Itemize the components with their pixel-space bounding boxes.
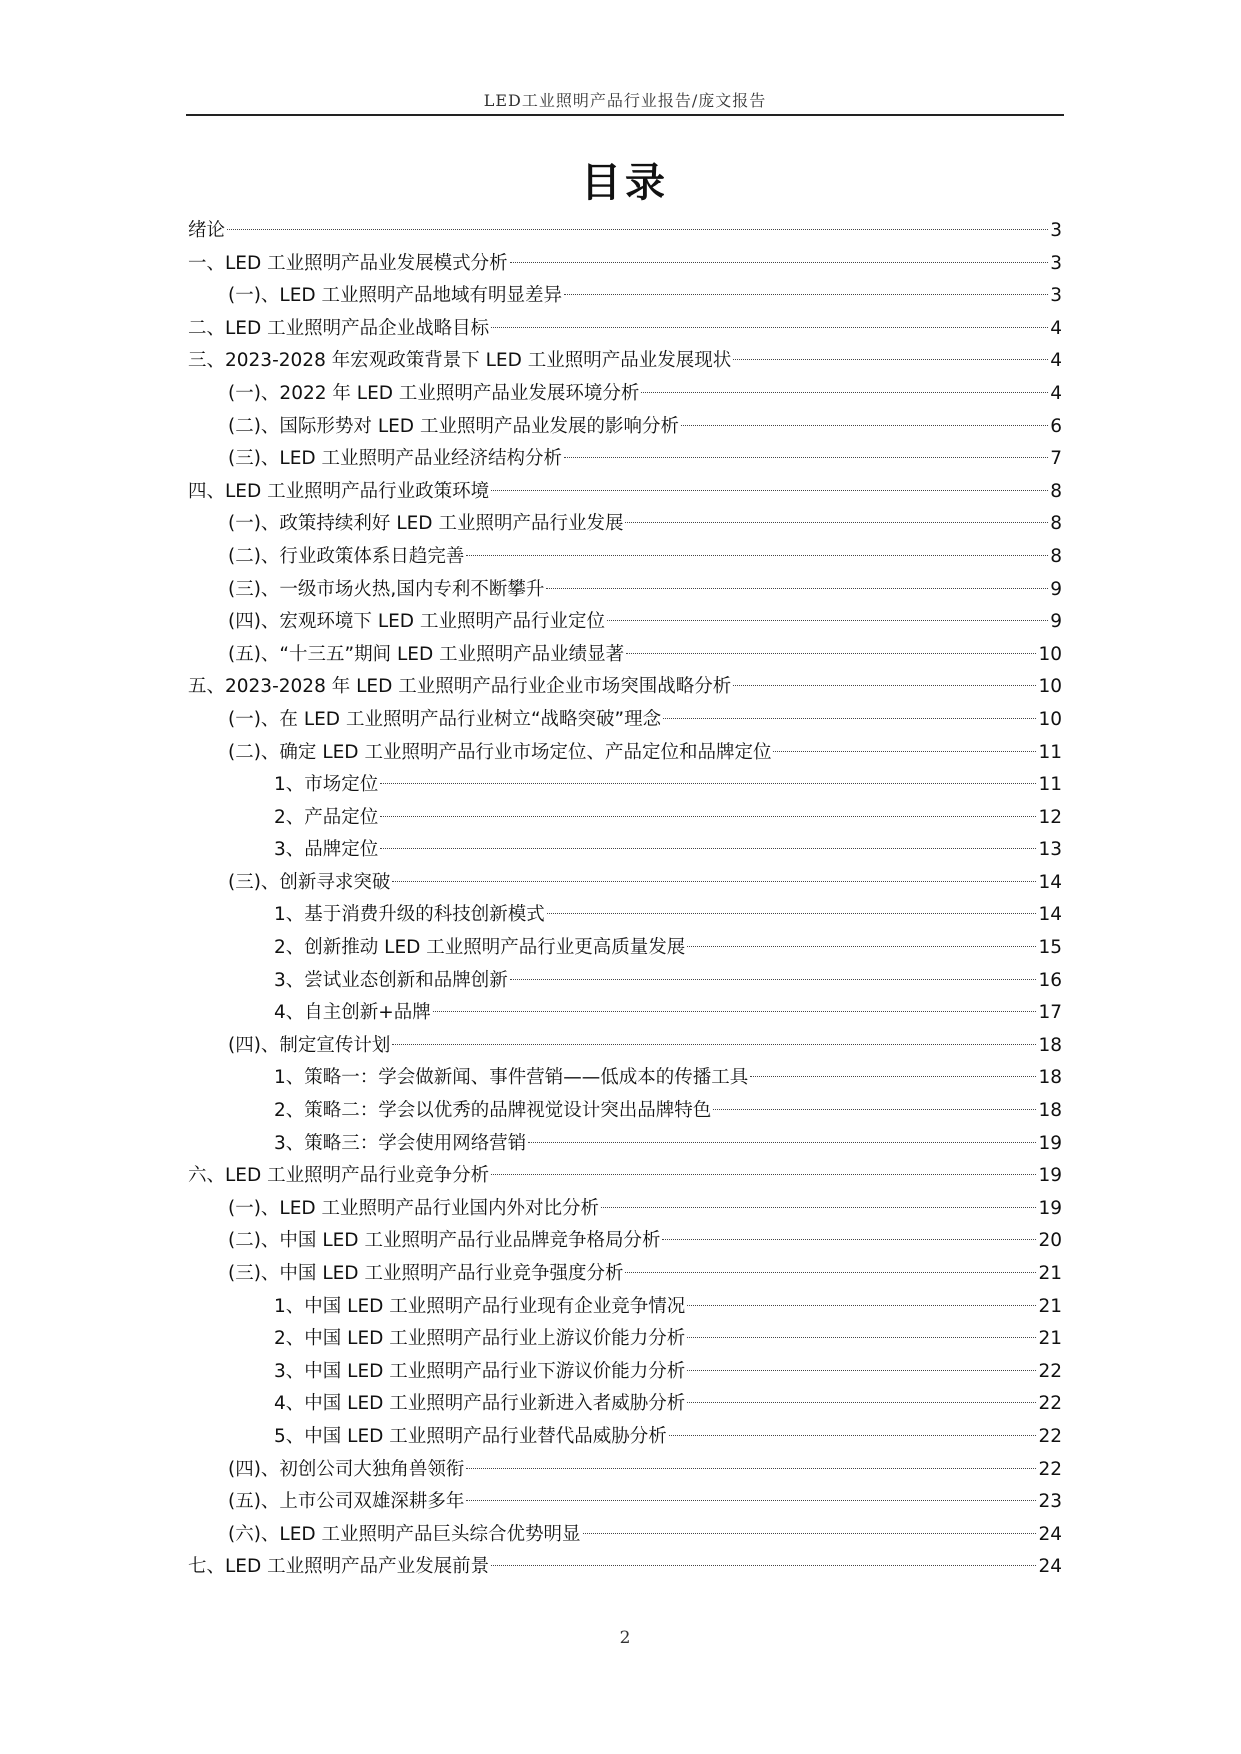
dot-leader [669,1435,1037,1436]
toc-entry-title: 2、策略二：学会以优秀的品牌视觉设计突出品牌特色 [274,1100,712,1122]
toc-entry-title: (四)、制定宣传计划 [228,1034,391,1056]
toc-entry-title: 4、自主创新+品牌 [274,1002,431,1024]
dot-leader [380,816,1036,817]
dot-leader [687,1402,1036,1403]
toc-entry-page: 19 [1038,1132,1062,1154]
toc-entry-title: (一)、2022 年 LED 工业照明产品业发展环境分析 [228,382,640,404]
toc-entry-title: 绪论 [188,220,226,241]
toc-entry-title: 3、品牌定位 [274,839,379,861]
header-rule [186,114,1064,116]
toc-entry-page: 19 [1038,1165,1062,1187]
dot-leader [626,653,1036,654]
toc-entry-page: 21 [1038,1328,1062,1350]
toc-entry[interactable] [188,704,1062,737]
toc-entry[interactable] [188,802,1062,835]
toc-entry-title: 1、策略一：学会做新闻、事件营销——低成本的传播工具 [274,1067,749,1089]
toc-entry-title: (三)、LED 工业照明产品业经济结构分析 [228,448,563,470]
dot-leader [681,425,1048,426]
page-number: 2 [619,1628,631,1648]
dot-leader [625,1272,1036,1273]
toc-entry-title: 七、LED 工业照明产品产业发展前景 [188,1556,490,1578]
toc-entry-title: 四、LED 工业照明产品行业政策环境 [188,480,490,502]
toc-entry-title: 2、中国 LED 工业照明产品行业上游议价能力分析 [274,1328,686,1350]
toc-entry[interactable] [188,1193,1062,1226]
dot-leader [380,783,1036,784]
toc-entry-page: 20 [1038,1230,1062,1252]
dot-leader [466,1500,1036,1501]
toc-entry[interactable] [188,1128,1062,1161]
toc-entry[interactable] [188,345,1062,378]
toc-entry-title: (一)、政策持续利好 LED 工业照明产品行业发展 [228,513,624,535]
toc-entry-page: 10 [1038,708,1062,730]
dot-leader [687,946,1036,947]
toc-entry[interactable] [188,1421,1062,1454]
toc-entry-title: (四)、宏观环境下 LED 工业照明产品行业定位 [228,611,605,633]
dot-leader [687,1305,1036,1306]
toc-entry-title: 5、中国 LED 工业照明产品行业替代品威胁分析 [274,1425,667,1447]
toc-entry-page: 21 [1038,1295,1062,1317]
dot-leader [733,359,1048,360]
dot-leader [433,1011,1037,1012]
toc-entry[interactable] [188,574,1062,607]
dot-leader [491,327,1048,328]
dot-leader [641,392,1048,393]
toc-entry-title: (五)、上市公司双雄深耕多年 [228,1491,465,1513]
running-header: LED工业照明产品行业报告/庞文报告 [483,91,767,110]
dot-leader [528,1142,1036,1143]
toc-entry[interactable] [188,899,1062,932]
toc-entry-page: 16 [1038,969,1062,991]
toc-entry[interactable] [188,378,1062,411]
toc-entry-title: (四)、初创公司大独角兽领衔 [228,1458,465,1480]
toc-entry[interactable] [188,606,1062,639]
toc-entry[interactable] [188,443,1062,476]
toc-entry[interactable] [188,1551,1062,1584]
toc-entry-page: 22 [1038,1458,1062,1480]
toc-title: 目录 [581,160,669,206]
dot-leader [663,718,1036,719]
toc-entry-title: (五)、“十三五”期间 LED 工业照明产品业绩显著 [228,643,625,665]
dot-leader [662,1239,1036,1240]
toc-entry-title: 五、2023-2028 年 LED 工业照明产品行业企业市场突围战略分析 [188,676,732,698]
table-of-contents [188,215,1062,1584]
toc-entry[interactable] [188,639,1062,672]
toc-entry-page: 13 [1038,839,1062,861]
toc-entry[interactable] [188,997,1062,1030]
dot-leader [687,1370,1036,1371]
toc-entry-page: 18 [1038,1067,1062,1089]
toc-entry[interactable] [188,1095,1062,1128]
toc-entry-title: 2、产品定位 [274,806,379,828]
toc-entry-title: 1、中国 LED 工业照明产品行业现有企业竞争情况 [274,1295,686,1317]
dot-leader [687,1337,1036,1338]
dot-leader [583,1533,1037,1534]
toc-entry[interactable] [188,541,1062,574]
toc-entry-title: 1、市场定位 [274,774,379,796]
toc-entry[interactable] [188,769,1062,802]
toc-entry-title: (二)、国际形势对 LED 工业照明产品业发展的影响分析 [228,415,679,437]
toc-entry-page: 14 [1038,904,1062,926]
toc-entry-page: 8 [1050,545,1062,567]
dot-leader [466,1468,1036,1469]
toc-entry-page: 24 [1038,1556,1062,1578]
dot-leader [546,588,1048,589]
toc-entry-title: (二)、行业政策体系日趋完善 [228,545,465,567]
toc-entry[interactable] [188,313,1062,346]
toc-entry-page: 24 [1038,1523,1062,1545]
toc-entry[interactable] [188,834,1062,867]
toc-entry-title: 3、尝试业态创新和品牌创新 [274,969,508,991]
toc-entry[interactable] [188,248,1062,281]
dot-leader [564,294,1048,295]
toc-entry[interactable] [188,1454,1062,1487]
toc-entry[interactable] [188,476,1062,509]
toc-entry-title: 2、创新推动 LED 工业照明产品行业更高质量发展 [274,937,686,959]
dot-leader [491,490,1048,491]
toc-entry-page: 17 [1038,1002,1062,1024]
dot-leader [392,1044,1036,1045]
toc-entry-page: 23 [1038,1491,1062,1513]
toc-entry[interactable] [188,671,1062,704]
toc-entry-page: 11 [1038,774,1062,796]
toc-entry-page: 21 [1038,1263,1062,1284]
toc-entry[interactable] [188,1486,1062,1519]
toc-entry-title: (三)、一级市场火热,国内专利不断攀升 [228,578,545,600]
dot-leader [466,555,1048,556]
dot-leader [510,979,1037,980]
toc-entry[interactable] [188,1030,1062,1063]
toc-entry-page: 22 [1038,1425,1062,1447]
toc-entry-page: 14 [1038,871,1062,893]
dot-leader [713,1109,1036,1110]
toc-entry-page: 18 [1038,1034,1062,1056]
toc-entry-page: 7 [1050,448,1062,470]
toc-entry-page: 4 [1050,317,1062,339]
toc-entry-title: 3、中国 LED 工业照明产品行业下游议价能力分析 [274,1360,686,1382]
toc-entry[interactable] [188,1225,1062,1258]
toc-entry[interactable] [188,280,1062,313]
toc-entry-page: 12 [1038,806,1062,828]
toc-entry[interactable] [188,1258,1062,1291]
toc-entry[interactable] [188,867,1062,900]
toc-entry-title: 3、策略三：学会使用网络营销 [274,1132,527,1154]
dot-leader [750,1076,1036,1077]
toc-entry-title: (六)、LED 工业照明产品巨头综合优势明显 [228,1523,581,1545]
toc-entry-title: 六、LED 工业照明产品行业竞争分析 [188,1165,490,1187]
toc-entry[interactable] [188,932,1062,965]
toc-entry-page: 8 [1050,480,1062,502]
toc-entry-page: 10 [1038,676,1062,698]
toc-entry[interactable] [188,1323,1062,1356]
toc-entry-page: 4 [1050,350,1062,372]
toc-entry-title: (二)、确定 LED 工业照明产品行业市场定位、产品定位和品牌定位 [228,741,772,763]
toc-entry[interactable] [188,1519,1062,1552]
toc-entry-title: 二、LED 工业照明产品企业战略目标 [188,317,490,339]
toc-entry-page: 9 [1050,611,1062,633]
toc-entry[interactable] [188,737,1062,770]
toc-entry-title: (三)、创新寻求突破 [228,871,391,893]
toc-entry[interactable] [188,215,1062,248]
dot-leader [380,848,1036,849]
toc-entry-page: 3 [1050,285,1062,307]
toc-entry-title: 1、基于消费升级的科技创新模式 [274,904,545,926]
toc-entry-title: (三)、中国 LED 工业照明产品行业竞争强度分析 [228,1263,624,1284]
toc-entry[interactable] [188,1062,1062,1095]
toc-entry-title: (一)、LED 工业照明产品地域有明显差异 [228,285,563,307]
toc-entry[interactable] [188,508,1062,541]
toc-entry[interactable] [188,1388,1062,1421]
toc-entry-page: 8 [1050,513,1062,535]
dot-leader [607,620,1048,621]
toc-entry[interactable] [188,1291,1062,1324]
toc-entry-page: 22 [1038,1360,1062,1382]
dot-leader [601,1207,1036,1208]
toc-entry-title: (一)、LED 工业照明产品行业国内外对比分析 [228,1197,600,1219]
dot-leader [227,229,1048,230]
dot-leader [773,751,1036,752]
toc-entry-page: 11 [1038,741,1062,763]
dot-leader [392,881,1036,882]
toc-entry-page: 22 [1038,1393,1062,1415]
toc-entry-title: 一、LED 工业照明产品业发展模式分析 [188,252,508,274]
toc-entry[interactable] [188,1160,1062,1193]
toc-entry-page: 19 [1038,1197,1062,1219]
dot-leader [733,685,1036,686]
dot-leader [564,457,1048,458]
toc-entry-page: 10 [1038,643,1062,665]
toc-entry[interactable] [188,1356,1062,1389]
toc-entry-page: 4 [1050,382,1062,404]
toc-entry-page: 18 [1038,1100,1062,1122]
toc-entry-page: 3 [1050,252,1062,274]
toc-entry-page: 9 [1050,578,1062,600]
toc-entry-page: 3 [1050,220,1062,241]
toc-entry-title: 4、中国 LED 工业照明产品行业新进入者威胁分析 [274,1393,686,1415]
toc-entry-page: 15 [1038,937,1062,959]
dot-leader [625,522,1048,523]
toc-entry-title: 三、2023-2028 年宏观政策背景下 LED 工业照明产品业发展现状 [188,350,732,372]
dot-leader [491,1174,1036,1175]
dot-leader [491,1565,1036,1566]
toc-entry-title: (一)、在 LED 工业照明产品行业树立“战略突破”理念 [228,708,662,730]
toc-entry[interactable] [188,965,1062,998]
dot-leader [510,262,1048,263]
dot-leader [547,913,1037,914]
toc-entry-page: 6 [1050,415,1062,437]
toc-entry-title: (二)、中国 LED 工业照明产品行业品牌竞争格局分析 [228,1230,661,1252]
toc-entry[interactable] [188,411,1062,444]
